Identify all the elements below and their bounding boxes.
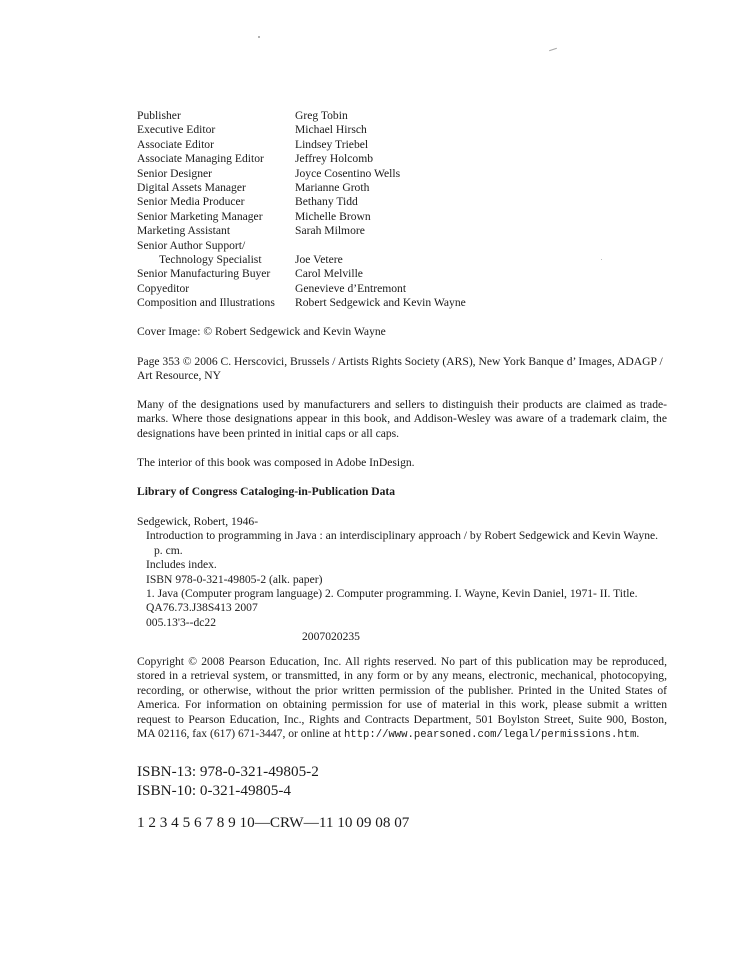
credit-role: Senior Media Producer: [137, 195, 245, 209]
interior-note: The interior of this book was composed in Adobe InDesign.: [137, 456, 415, 469]
credit-row: [137, 138, 466, 152]
credit-name: Jeffrey Holcomb: [295, 152, 374, 166]
printing-line: 1 2 3 4 5 6 7 8 9 10—CRW—11 10 09 08 07: [137, 814, 410, 831]
credit-row: [137, 181, 466, 195]
cip-line: 1. Java (Computer program language) 2. Computer programming. I. Wayne, Kevin Daniel, 1971- II. Title.: [146, 587, 638, 601]
credit-role: Technology Specialist: [159, 253, 262, 267]
scan-speck: [601, 259, 602, 260]
scan-speck: [258, 36, 260, 38]
copyright-text: Copyright © 2008 Pearson Education, Inc. All rights reserved. No part of this publication may be reproduced, stored in a retrieval system, or transmitted, in any form or by any means, electronic, mechanical, photocopying, recording, or otherwise, without the prior written permission of the publisher. Printed in the United States of America. For information on obtaining permission for use of material in this work, please submit a written request to Pearson Education, Inc., Rights and Contracts Department, 501 Boylston Street, Suite 900, Boston, MA 02116, fax (617) 671-3447, or online at: [137, 655, 667, 741]
credit-row: [137, 210, 466, 224]
credit-role: Associate Managing Editor: [137, 152, 264, 166]
credit-row: [137, 123, 466, 137]
credit-name: Carol Melville: [295, 267, 363, 281]
cip-line: 2007020235: [302, 630, 360, 644]
credit-name: Genevieve d’Entremont: [295, 281, 407, 295]
credit-row: [137, 109, 466, 123]
credit-role: Associate Editor: [137, 137, 214, 151]
credit-name: Sarah Milmore: [295, 224, 365, 238]
credit-row: [137, 282, 466, 296]
credit-role: Senior Manufacturing Buyer: [137, 267, 271, 281]
credit-role: Copyeditor: [137, 281, 190, 295]
cip-line: Sedgewick, Robert, 1946-: [137, 515, 259, 528]
cip-line: Introduction to programming in Java : an interdisciplinary approach / by Robert Sedgewick and Kevin Wayne.: [146, 529, 659, 543]
cip-line: QA76.73.J38S413 2007: [146, 601, 258, 615]
cip-block: [137, 515, 667, 645]
isbn-block: [137, 763, 319, 800]
credit-role: Senior Marketing Manager: [137, 209, 263, 223]
credit-role: Composition and Illustrations: [137, 296, 275, 310]
cip-line: 005.13'3--dc22: [146, 615, 217, 629]
credit-role: Senior Designer: [137, 166, 213, 180]
cip-line: p. cm.: [154, 543, 183, 557]
scan-speck: [549, 48, 557, 51]
credit-row: [137, 224, 466, 238]
cip-heading: Library of Congress Cataloging-in-Publication Data: [137, 485, 396, 498]
staff-credits: [137, 109, 466, 311]
credit-name: Lindsey Triebel: [295, 137, 369, 151]
cover-image-credit: Cover Image: © Robert Sedgewick and Kevin Wayne: [137, 325, 386, 338]
cip-line: Includes index.: [146, 558, 217, 572]
credit-name: Bethany Tidd: [295, 195, 358, 209]
credit-role: Publisher: [137, 109, 181, 122]
credit-name: Joyce Cosentino Wells: [295, 166, 401, 180]
credit-row: [137, 152, 466, 166]
credit-name: Greg Tobin: [295, 109, 348, 122]
page-353-credit: Page 353 © 2006 C. Herscovici, Brussels / Artists Rights Society (ARS), New York Banque d’ Images, ADAGP / Art Resource, NY: [137, 355, 663, 383]
permissions-url: http://www.pearsoned.com/legal/permissions.htm: [343, 729, 637, 742]
credit-row: [137, 239, 466, 253]
credit-name: Marianne Groth: [295, 181, 370, 195]
credit-name: Michelle Brown: [295, 209, 371, 223]
credit-role: Marketing Assistant: [137, 224, 231, 238]
credit-row: [137, 195, 466, 209]
credit-row: [137, 267, 466, 281]
copyright-notice: [137, 655, 667, 742]
trademark-notice: Many of the designations used by manufacturers and sellers to distinguish their products are claimed as trade-marks. Where those designations appear in this book, and Addison-Wesley was aware of a trademark claim, the designations have been printed in initial caps or all caps.: [137, 398, 667, 440]
credit-name: Michael Hirsch: [295, 123, 367, 137]
credit-role: Executive Editor: [137, 123, 216, 137]
credit-name: Joe Vetere: [295, 253, 343, 267]
copyright-period: .: [636, 727, 640, 741]
credit-role: Digital Assets Manager: [137, 181, 246, 195]
credit-row: [137, 253, 466, 267]
cip-line: ISBN 978-0-321-49805-2 (alk. paper): [146, 572, 323, 586]
credit-name: Robert Sedgewick and Kevin Wayne: [295, 296, 466, 310]
credit-role: Senior Author Support/: [137, 238, 246, 252]
isbn-10: ISBN-10: 0-321-49805-4: [137, 781, 291, 799]
credit-row: [137, 167, 466, 181]
isbn-13: ISBN-13: 978-0-321-49805-2: [137, 763, 319, 780]
credit-row: [137, 296, 466, 310]
